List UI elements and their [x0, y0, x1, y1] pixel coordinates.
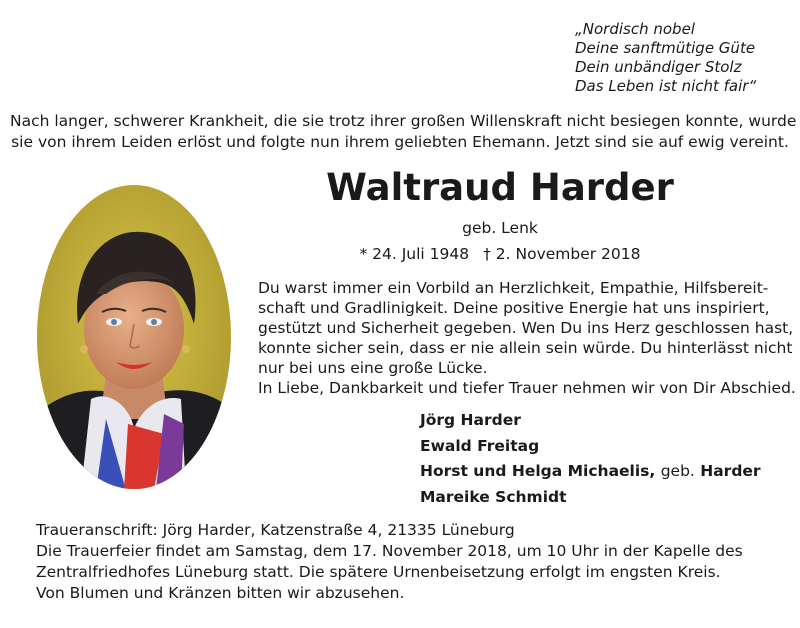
message-line-4: konnte sicher sein, dass er nie allein sein würde. Du hinterlässt nicht — [258, 339, 793, 357]
signer-4: Mareike Schmidt — [420, 487, 567, 506]
message-line-1: Du warst immer ein Vorbild an Herzlichkeit, Empathie, Hilfsbereit- — [258, 279, 769, 297]
signer-3-maiden: Harder — [700, 462, 761, 480]
life-dates — [250, 244, 750, 264]
message-text — [258, 278, 796, 398]
signer-3 — [420, 459, 761, 485]
signer-1: Jörg Harder — [420, 411, 521, 429]
funeral-line-4: Von Blumen und Kränzen bitten wir abzusehen. — [36, 584, 405, 602]
poem-line-3: Dein unbändiger Stolz — [575, 58, 742, 76]
message-line-2: schaft und Gradlinigkeit. Deine positive Energie hat uns inspiriert, — [258, 299, 770, 317]
signer-2: Ewald Freitag — [420, 436, 540, 455]
maiden-name: geb. Lenk — [462, 219, 538, 237]
poem — [575, 20, 756, 96]
poem-line-1: „Nordisch nobel — [575, 20, 695, 38]
signer-3-name: Horst und Helga Michaelis, — [420, 462, 656, 480]
birth-date: * 24. Juli 1948 — [359, 245, 470, 263]
funeral-info — [36, 520, 743, 604]
intro-line-1: Nach langer, schwerer Krankheit, die sie trotz ihrer großen Willenskraft nicht besiegen konnte, wurde — [10, 112, 797, 130]
intro-line-2: sie von ihrem Leiden erlöst und folgte nun ihrem geliebten Ehemann. Jetzt sind sie auf ewig vereint. — [11, 133, 789, 151]
signer-3-geb: geb. — [660, 462, 695, 480]
funeral-address: Traueranschrift: Jörg Harder, Katzenstraße 4, 21335 Lüneburg — [36, 521, 515, 539]
message-line-5: nur bei uns eine große Lücke. — [258, 359, 488, 377]
message-line-6: In Liebe, Dankbarkeit und tiefer Trauer nehmen wir von Dir Abschied. — [258, 379, 796, 397]
funeral-line-2: Die Trauerfeier findet am Samstag, dem 17. November 2018, um 10 Uhr in der Kapelle des — [36, 542, 743, 560]
intro-text — [10, 111, 797, 153]
portrait-photo — [36, 184, 232, 490]
death-date: † 2. November 2018 — [483, 245, 641, 263]
signers-list — [420, 408, 761, 510]
message-line-3: gestützt und Sicherheit gegeben. Wen Du ins Herz geschlossen hast, — [258, 319, 794, 337]
funeral-line-3: Zentralfriedhofes Lüneburg statt. Die spätere Urnenbeisetzung erfolgt im engsten Kreis. — [36, 563, 721, 581]
deceased-name: Waltraud Harder — [326, 166, 674, 209]
poem-line-4: Das Leben ist nicht fair“ — [575, 77, 757, 95]
poem-line-2: Deine sanftmütige Güte — [575, 39, 756, 57]
